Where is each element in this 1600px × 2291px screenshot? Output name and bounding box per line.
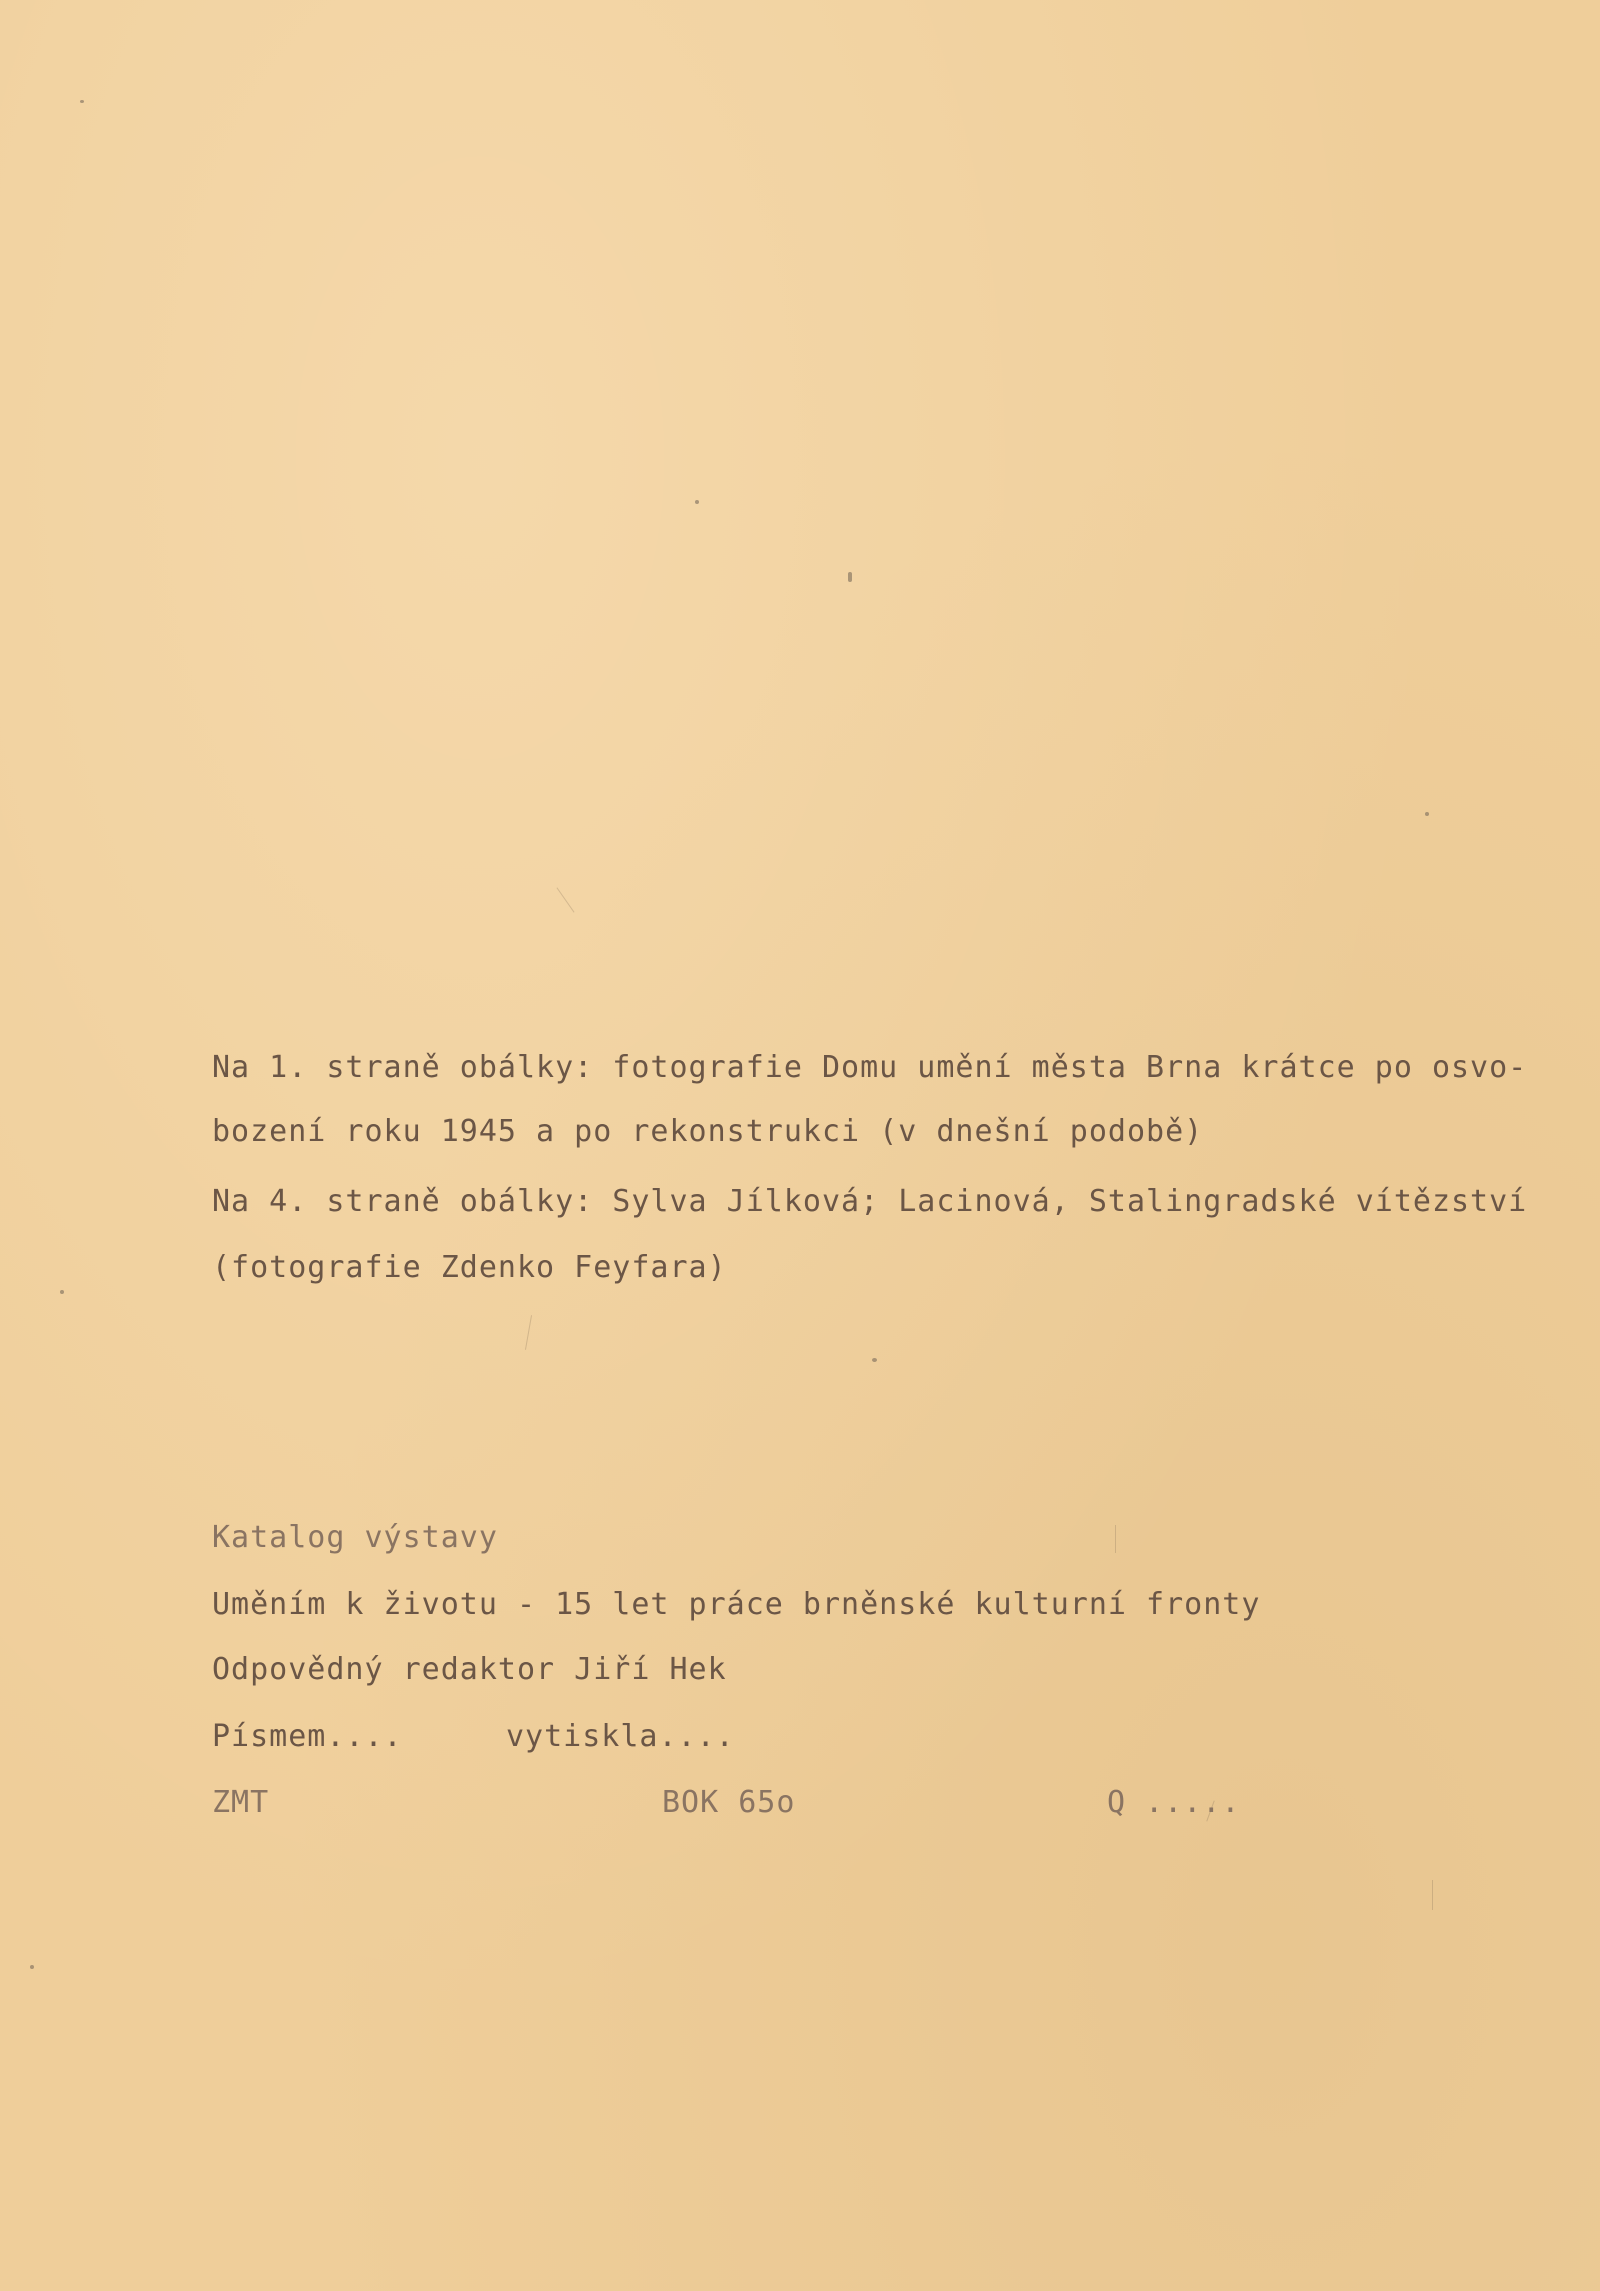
code-q: Q ..... (1107, 1785, 1241, 1820)
paper-speck (695, 500, 699, 504)
editor-line: Odpovědný redaktor Jiří Hek (212, 1652, 727, 1687)
paper-speck (872, 1358, 877, 1362)
paper-scratch (1432, 1880, 1433, 1910)
cover-note-line-3: Na 4. straně obálky: Sylva Jílková; Lacinová, Stalingradské vítězství (212, 1184, 1528, 1219)
catalog-label: Katalog výstavy (212, 1520, 498, 1555)
exhibition-title: Uměním k životu - 15 let práce brněnské kulturní fronty (212, 1587, 1261, 1622)
paper-scratch (525, 1315, 532, 1350)
cover-note-line-2: bození roku 1945 a po rekonstrukci (v dnešní podobě) (212, 1114, 1204, 1149)
font-label: Písmem.... (212, 1719, 403, 1754)
cover-note-line-1: Na 1. straně obálky: fotografie Domu umění města Brna krátce po osvo- (212, 1050, 1528, 1085)
printed-label: vytiskla.... (506, 1719, 735, 1754)
paper-speck (848, 572, 852, 582)
paper-speck (1425, 812, 1429, 816)
cover-note-line-4: (fotografie Zdenko Feyfara) (212, 1250, 727, 1285)
paper-scratch (1115, 1525, 1116, 1553)
code-zmt: ZMT (212, 1785, 270, 1820)
paper-speck (60, 1290, 64, 1294)
paper-speck (80, 100, 84, 103)
code-bok: BOK 65o (662, 1785, 796, 1820)
paper-scratch (556, 887, 574, 912)
paper-speck (30, 1965, 34, 1969)
